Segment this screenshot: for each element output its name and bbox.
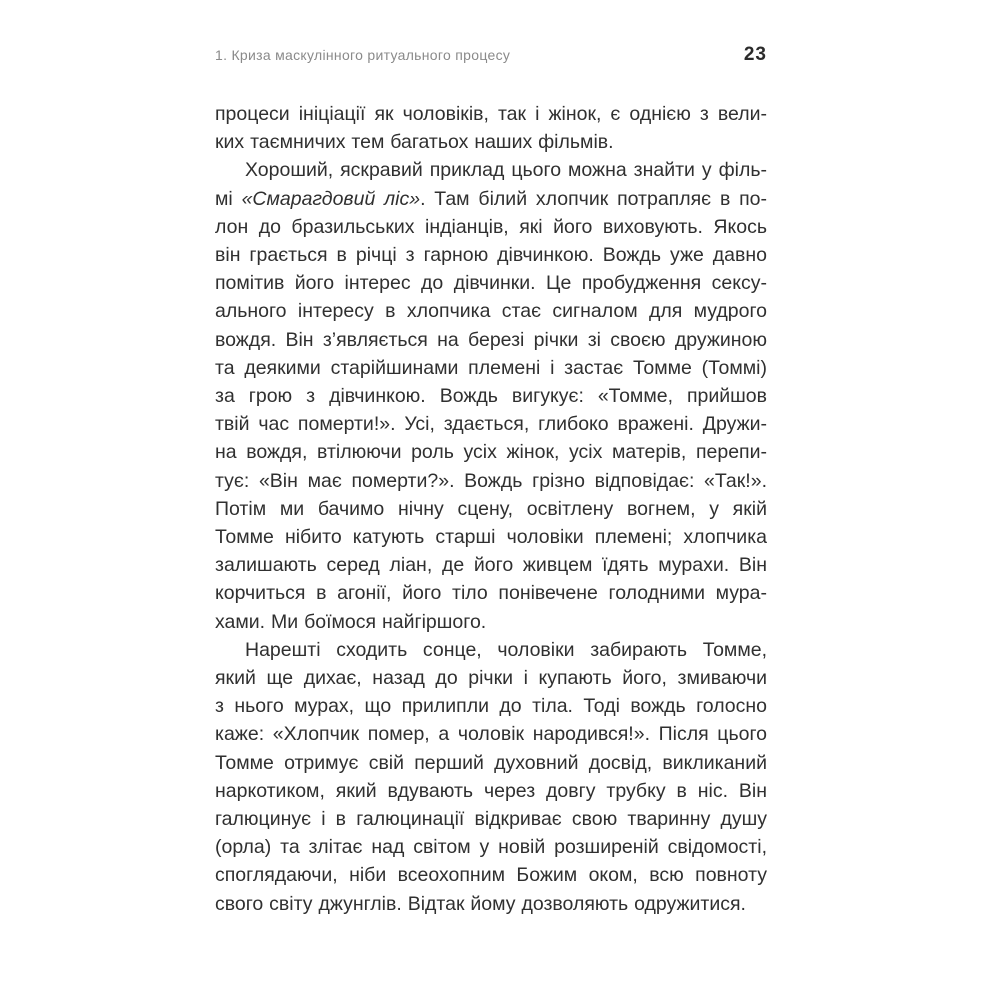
text-line: твій час померти!». Усі, здається, глибоко вражені. Дружи- [215,413,767,436]
text-line: який ще дихає, назад до річки і купають його, змиваючи [215,667,767,690]
content-column [215,44,767,918]
text-line: він грається в річці з гарною дівчинкою. Вождь уже давно [215,244,767,267]
text-line: та деякими старійшинами племені і застає Томме (Томмі) [215,356,767,379]
text-line: Томме нібито катують старші чоловіки племені; хлопчика [215,526,767,549]
text-line: ального інтересу в хлопчика стає сигналом для мудрого [215,300,767,323]
text-line: мі «Смарагдовий ліс». Там білий хлопчик потрапляє в по- [215,187,768,210]
text-line: споглядаючи, ніби всеохопним Божим оком, всю повноту [215,864,767,887]
text-line: галюцинує і в галюцинації відкриває свою тваринну душу [215,808,767,831]
page-header [215,44,767,66]
text-line: каже: «Хлопчик помер, а чоловік народився!». Після цього [215,723,767,746]
text-line: Потім ми бачимо нічну сцену, освітлену вогнем, у якій [215,497,767,520]
page-number: 23 [743,44,767,65]
text-line: за грою з дівчинкою. Вождь вигукує: «Томме, прийшов [215,385,767,408]
text-line: ких таємничих тем багатьох наших фільмів. [215,131,614,154]
paragraph [215,156,767,635]
text-line: корчиться в агонії, його тіло понівечене голодними мура- [215,582,767,605]
text-line: вождя. Він з’являється на березі річки зі своєю дружиною [215,328,767,351]
text-line: хами. Ми боїмося найгіршого. [215,610,487,633]
paragraph [215,636,767,918]
text-line: Хороший, яскравий приклад цього можна знайти у філь- [245,159,767,182]
text-line: (орла) та злітає над світом у новій розширеній свідомості, [215,836,767,859]
text-line: тує: «Він має померти?». Вождь грізно відповідає: «Так!». [215,469,767,492]
text-line: залишають серед ліан, де його живцем їдять мурахи. Він [215,554,767,577]
text-line: Нарешті сходить сонце, чоловіки забирають Томме, [245,638,767,661]
text-line: свого світу джунглів. Відтак йому дозволяють одружитися. [215,892,746,915]
text-line: наркотиком, який вдувають через довгу трубку в ніс. Він [215,779,767,802]
text-line: помітив його інтерес до дівчинки. Це пробудження сексу- [215,272,767,295]
chapter-title: 1. Криза маскулінного ритуального процесу [215,47,511,63]
text-line: з нього мурах, що прилипли до тіла. Тоді вождь голосно [215,695,767,718]
body-text [215,100,767,918]
text-line: процеси ініціації як чоловіків, так і жінок, є однією з вели- [215,103,767,125]
text-line: Томме отримує свій перший духовний досвід, викликаний [215,751,767,774]
paragraph [215,100,767,156]
text-line: на вождя, втілюючи роль усіх жінок, усіх матерів, перепи- [215,441,767,464]
text-line: лон до бразильських індіанців, які його виховують. Якось [215,215,767,238]
